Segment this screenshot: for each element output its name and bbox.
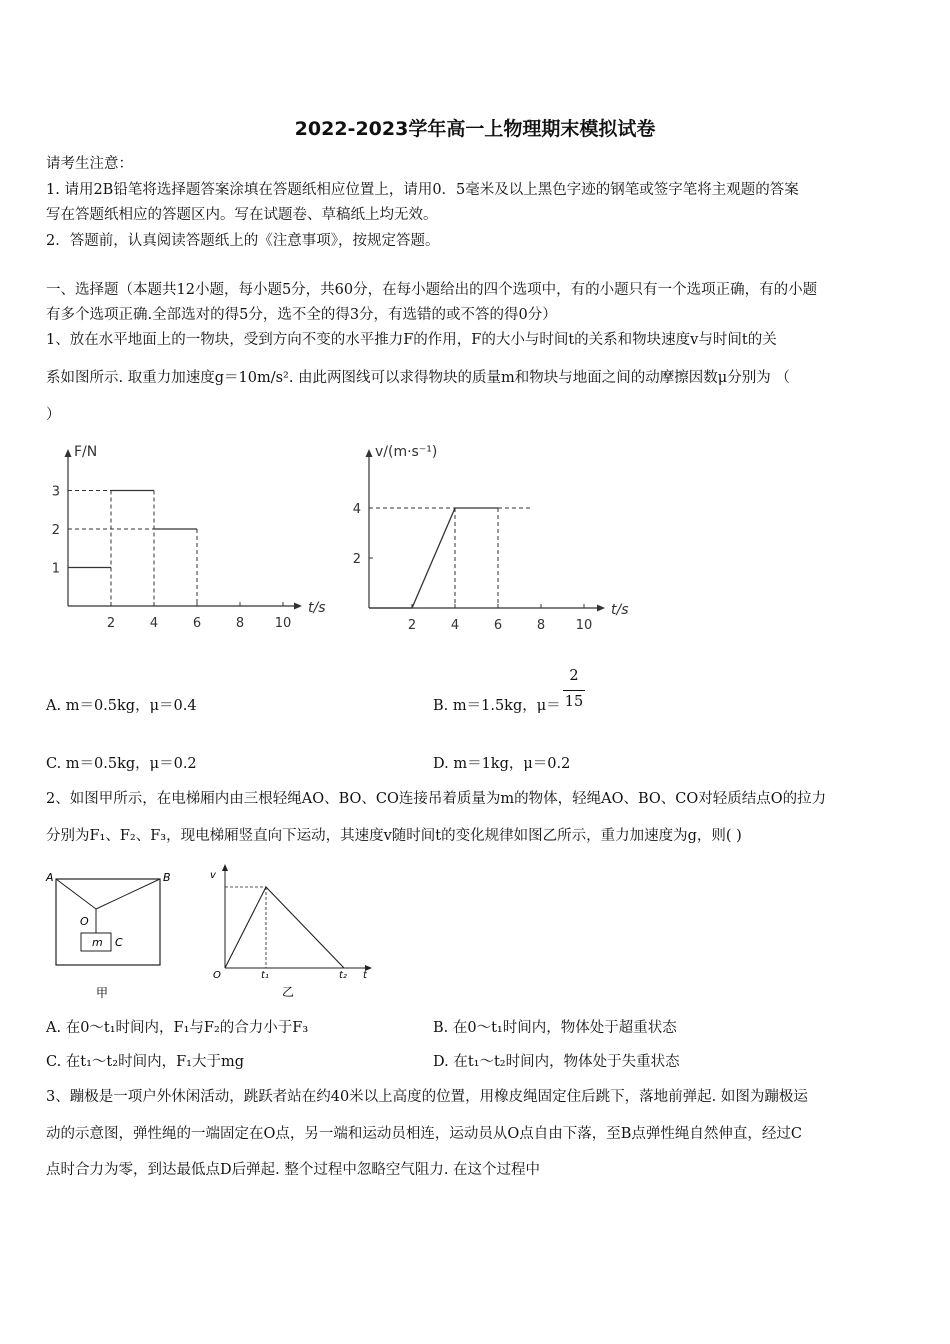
notice-item1-line2: 写在答题纸相应的答题区内。写在试题卷、草稿纸上均无效。: [46, 207, 438, 223]
ft-x-arrow: [294, 603, 302, 610]
q2-option-c[interactable]: C. 在t₁～t₂时间内，F₁大于mg: [46, 1054, 244, 1070]
label-o: O: [80, 915, 89, 928]
label-m: m: [92, 936, 103, 949]
ft-x-tick-label: 2: [106, 616, 116, 631]
q1-line1: 1、放在水平地面上的一物块，受到方向不变的水平推力F的作用，F的大小与时间t的关系和物块速度v与时间t的关: [46, 332, 777, 348]
vt-x-arrow: [597, 605, 605, 612]
vt-x-tick-label: 10: [575, 618, 593, 633]
vt-y-tick-label: 4: [352, 502, 361, 517]
vt-x-tick-label: 6: [493, 618, 503, 633]
figure-jia-elevator: [40, 865, 180, 1005]
ft-x-tick-label: 4: [149, 616, 159, 631]
caption-jia: 甲: [96, 986, 109, 1000]
ft-y-arrow: [65, 449, 72, 457]
yi-y-arrow: [222, 864, 228, 871]
vt-ylabel: v/(m·s⁻¹): [375, 444, 438, 460]
q2-option-d[interactable]: D. 在t₁～t₂时间内，物体处于失重状态: [433, 1054, 680, 1070]
ft-y-tick-label: 3: [51, 484, 60, 500]
notice-item2: 2．答题前，认真阅读答题纸上的《注意事项》，按规定答题。: [46, 233, 440, 249]
label-a: A: [46, 871, 54, 884]
q1-option-b-numerator: 2: [569, 668, 579, 684]
fraction-bar: [563, 690, 585, 691]
caption-yi: 乙: [282, 985, 295, 999]
ft-ylabel: F/N: [74, 444, 98, 460]
q1-option-b[interactable]: B. m＝1.5kg，μ＝: [433, 698, 561, 714]
label-c: C: [115, 936, 123, 949]
vt-x-tick-label: 8: [536, 618, 546, 633]
vt-x-tick-label: 4: [450, 618, 460, 633]
force-time-chart: [46, 440, 346, 640]
vt-y-arrow: [366, 449, 373, 457]
notice-item1-line1: 1. 请用2B铅笔将选择题答案涂填在答题纸相应位置上，请用0．5毫米及以上黑色字迹的钢笔或签字笔将主观题的答案: [46, 182, 799, 198]
ft-x-tick-label: 6: [192, 616, 202, 631]
q3-line2: 动的示意图，弹性绳的一端固定在O点，另一端和运动员相连，运动员从O点自由下落，至B点弹性绳自然伸直，经过C: [46, 1126, 803, 1142]
vt-xlabel: t/s: [611, 602, 629, 618]
ft-xlabel: t/s: [308, 600, 326, 616]
q1-option-c[interactable]: C. m＝0.5kg，μ＝0.2: [46, 756, 197, 772]
ft-y-tick-label: 1: [51, 561, 60, 577]
rope-bo: [96, 879, 160, 909]
yi-ylabel: v: [210, 870, 216, 881]
notice-heading: 请考生注意：: [46, 156, 133, 172]
rope-ao: [56, 879, 96, 909]
ft-y-tick-label: 2: [51, 523, 60, 538]
elevator-box: [56, 879, 160, 965]
label-b: B: [163, 871, 171, 884]
yi-xlabel: t: [363, 970, 367, 981]
yi-origin: O: [213, 970, 221, 981]
q3-line3: 点时合力为零，到达最低点D后弹起. 整个过程中忽略空气阻力. 在这个过程中: [46, 1162, 541, 1178]
velocity-time-chart: [345, 440, 645, 640]
q1-line2: 系如图所示. 取重力加速度g＝10m/s². 由此两图线可以求得物块的质量m和物块与地面之间的动摩擦因数μ分别为 （: [46, 370, 790, 386]
yi-t1: t₁: [261, 970, 269, 981]
vt-x-tick-label: 2: [407, 618, 417, 633]
yi-velocity-line: [225, 887, 344, 968]
q2-option-a[interactable]: A. 在0～t₁时间内，F₁与F₂的合力小于F₃: [46, 1020, 309, 1036]
q1-option-a[interactable]: A. m＝0.5kg，μ＝0.4: [46, 698, 197, 714]
q2-line2: 分别为F₁、F₂、F₃，现电梯厢竖直向下运动，其速度v随时间t的变化规律如图乙所示，重力加速度为g，则( ): [46, 828, 742, 844]
vt-y-tick-label: 2: [352, 552, 361, 567]
q1-option-b-denominator: 15: [564, 694, 584, 710]
ft-x-tick-label: 10: [274, 616, 292, 631]
ft-x-tick-label: 8: [235, 616, 245, 631]
q2-option-b[interactable]: B. 在0～t₁时间内，物体处于超重状态: [433, 1020, 677, 1036]
q1-option-d[interactable]: D. m＝1kg，μ＝0.2: [433, 756, 571, 772]
yi-t2: t₂: [339, 970, 347, 981]
vt-series-segment: [412, 508, 455, 608]
q2-line1: 2、如图甲所示，在电梯厢内由三根轻绳AO、BO、CO连接吊着质量为m的物体，轻绳AO、BO、CO对轻质结点O的拉力: [46, 791, 827, 807]
section1-line1: 一、选择题（本题共12小题，每小题5分，共60分，在每小题给出的四个选项中，有的小题只有一个选项正确，有的小题: [46, 282, 818, 298]
figure-yi-vt: [200, 860, 380, 1005]
q3-line1: 3、蹦极是一项户外休闲活动，跳跃者站在约40米以上高度的位置，用橡皮绳固定住后跳下，落地前弹起. 如图为蹦极运: [46, 1089, 808, 1105]
q1-line3: ）: [46, 407, 61, 423]
section1-line2: 有多个选项正确.全部选对的得5分，选不全的得3分，有选错的或不答的得0分）: [46, 307, 557, 323]
page-title: 2022-2023学年高一上物理期末模拟试卷: [294, 118, 656, 140]
